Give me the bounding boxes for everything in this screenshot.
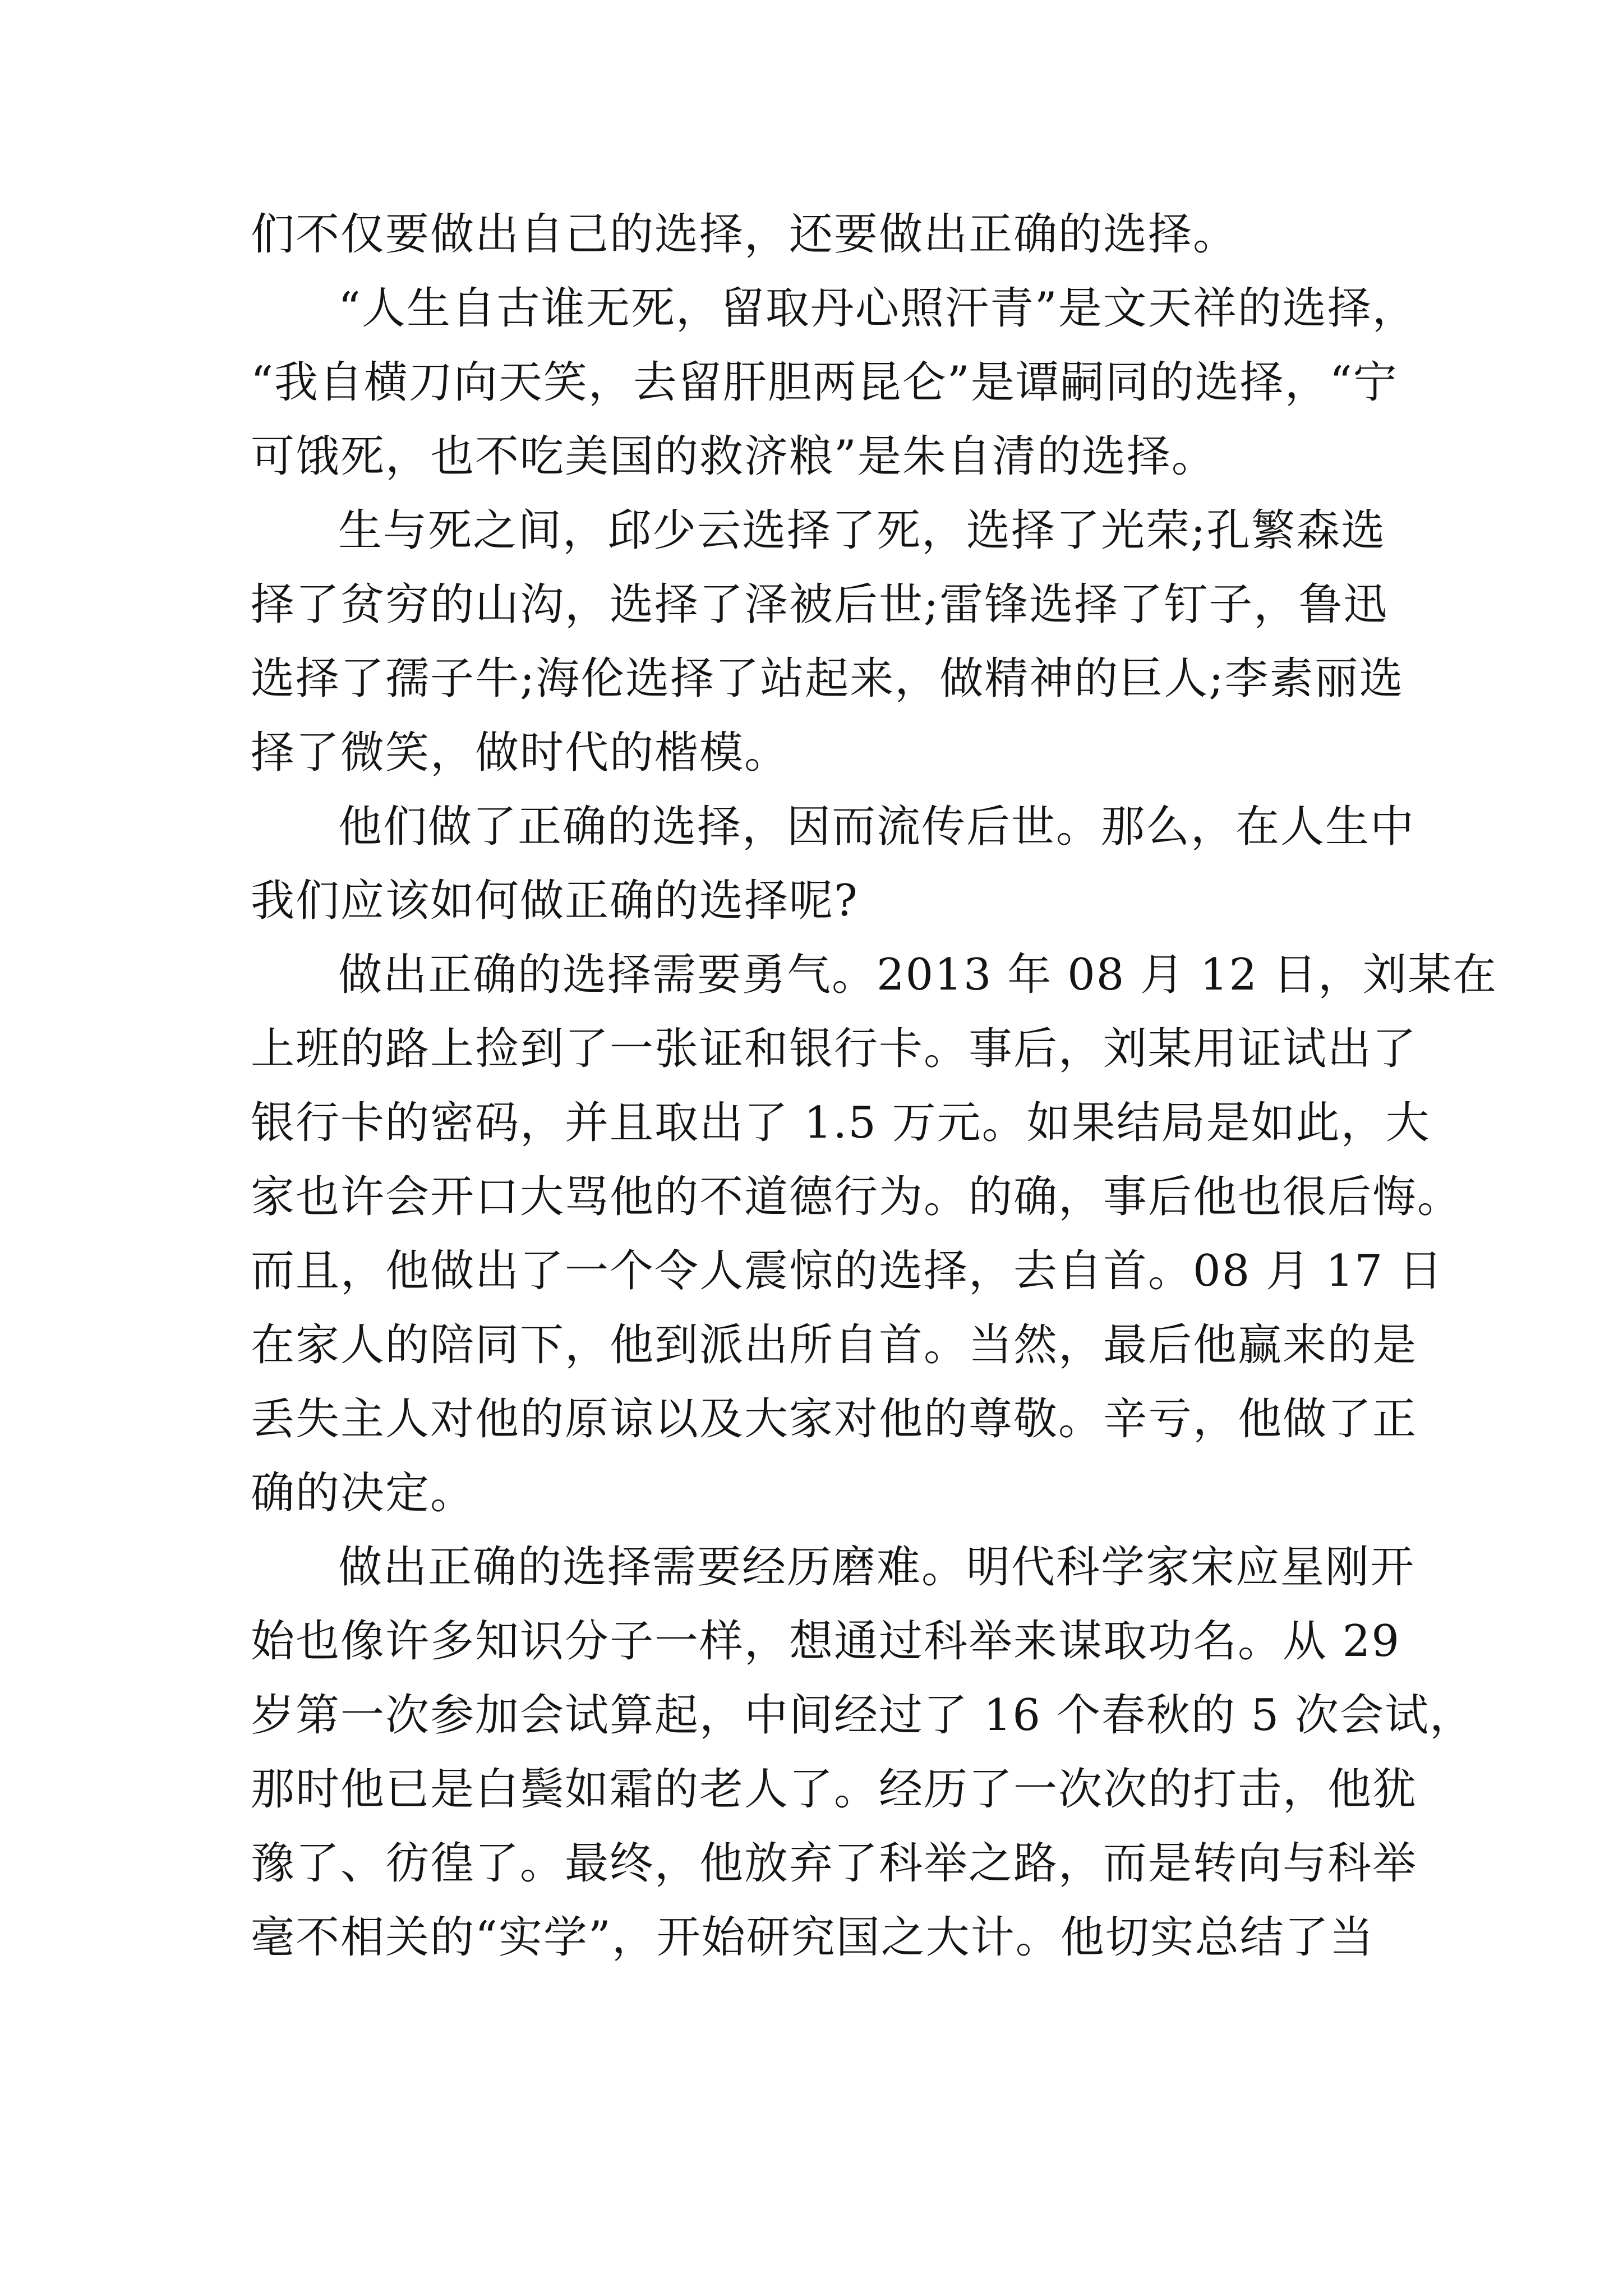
text-line-5: 生与死之间，邱少云选择了死，选择了光荣;孔繁森选 bbox=[338, 505, 1386, 556]
text-line-21: 岁第一次参加会试算起，中间经过了 16 个春秋的 5 次会试， bbox=[251, 1690, 1475, 1741]
text-line-14: 家也许会开口大骂他的不道德行为。的确，事后他也很后悔。 bbox=[251, 1172, 1463, 1222]
text-line-23: 豫了、彷徨了。最终，他放弃了科举之路，而是转向与科举 bbox=[251, 1838, 1418, 1889]
text-line-16: 在家人的陪同下，他到派出所自首。当然，最后他赢来的是 bbox=[251, 1320, 1418, 1370]
text-line-11: 做出正确的选择需要勇气。2013 年 08 月 12 日，刘某在 bbox=[338, 950, 1497, 1000]
text-line-15: 而且，他做出了一个令人震惊的选择，去自首。08 月 17 日 bbox=[251, 1246, 1444, 1296]
text-line-3: “我自横刀向天笑，去留肝胆两昆仑”是谭嗣同的选择，“宁 bbox=[251, 357, 1398, 408]
text-line-8: 择了微笑，做时代的楷模。 bbox=[251, 728, 790, 778]
text-line-7: 选择了孺子牛;海伦选择了站起来，做精神的巨人;李素丽选 bbox=[251, 654, 1404, 704]
text-line-13: 银行卡的密码，并且取出了 1.5 万元。如果结局是如此，大 bbox=[251, 1098, 1431, 1148]
text-line-18: 确的决定。 bbox=[251, 1468, 476, 1519]
text-line-9: 他们做了正确的选择，因而流传后世。那么，在人生中 bbox=[338, 802, 1415, 852]
text-line-19: 做出正确的选择需要经历磨难。明代科学家宋应星刚开 bbox=[338, 1542, 1415, 1593]
text-line-4: 可饿死，也不吃美国的救济粮”是朱自清的选择。 bbox=[251, 431, 1216, 482]
text-line-20: 始也像许多知识分子一样，想通过科举来谋取功名。从 29 bbox=[251, 1616, 1401, 1667]
text-line-24: 毫不相关的“实学”，开始研究国之大计。他切实总结了当 bbox=[251, 1912, 1375, 1963]
text-line-12: 上班的路上捡到了一张证和银行卡。事后，刘某用证试出了 bbox=[251, 1024, 1418, 1074]
text-line-2: “人生自古谁无死，留取丹心照汗青”是文天祥的选择， bbox=[338, 283, 1417, 334]
text-line-17: 丢失主人对他的原谅以及大家对他的尊敬。辛亏，他做了正 bbox=[251, 1394, 1418, 1444]
text-line-10: 我们应该如何做正确的选择呢? bbox=[251, 876, 859, 926]
text-line-22: 那时他已是白鬓如霜的老人了。经历了一次次的打击，他犹 bbox=[251, 1764, 1418, 1815]
text-line-6: 择了贫穷的山沟，选择了泽被后世;雷锋选择了钉子，鲁迅 bbox=[251, 579, 1389, 630]
text-line-1: 们不仅要做出自己的选择，还要做出正确的选择。 bbox=[251, 209, 1238, 260]
